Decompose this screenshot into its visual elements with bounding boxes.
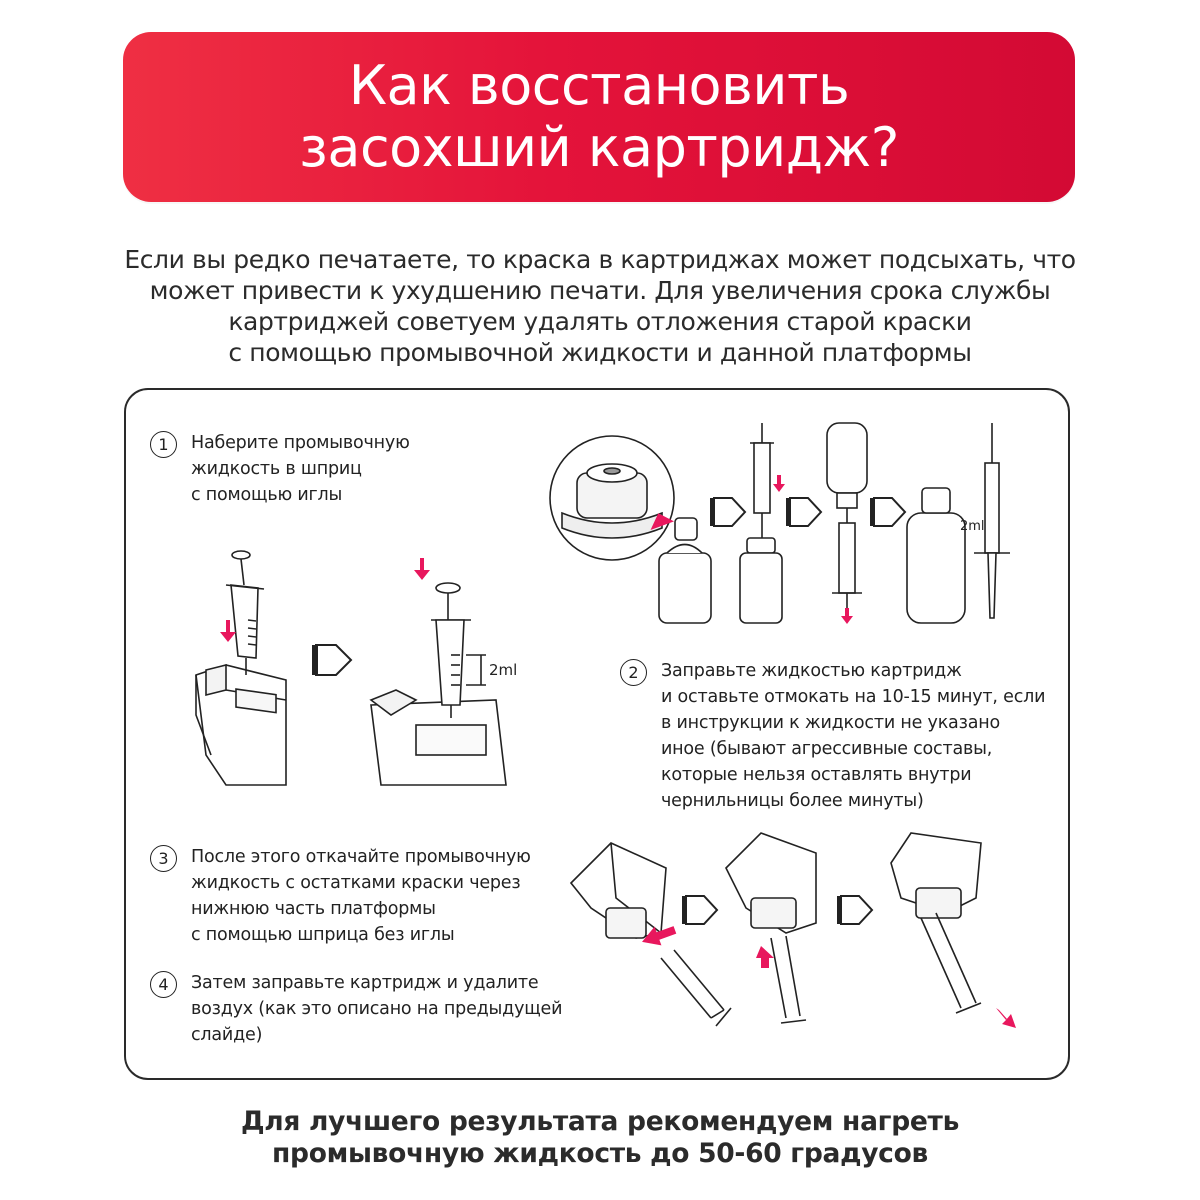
step-line: Наберите промывочную <box>191 433 410 453</box>
step-line: и оставьте отмокать на 10-15 минут, если <box>661 687 1046 707</box>
step-line: с помощью иглы <box>191 485 343 505</box>
title-line-1: Как восстановить <box>348 54 850 117</box>
step-line: чернильницы более минуты) <box>661 791 924 811</box>
intro-line: может привести к ухудшению печати. Для увеличения срока службы <box>149 276 1051 305</box>
title-line-2: засохший картридж? <box>299 116 899 179</box>
down-arrow-icon <box>414 558 430 580</box>
step-line: жидкость с остатками краски через <box>191 873 521 893</box>
step-number: 2 <box>620 659 647 686</box>
step-line: иное (бывают агрессивные составы, <box>661 739 993 759</box>
footer-line: Для лучшего результата рекомендуем нагреть <box>240 1106 960 1137</box>
step-line: воздух (как это описано на предыдущей <box>191 999 563 1019</box>
step3-platform-illustration <box>566 828 1066 1048</box>
step-line: После этого откачайте промывочную <box>191 847 531 867</box>
next-arrow-icon <box>874 498 905 526</box>
step1-cartridge-illustration <box>186 540 566 790</box>
step-text <box>191 844 531 948</box>
step-line: Затем заправьте картридж и удалите <box>191 973 539 993</box>
step-line: жидкость в шприц <box>191 459 362 479</box>
step-line: нижнюю часть платформы <box>191 899 436 919</box>
step-4 <box>150 970 562 1048</box>
step2-bottle-illustration <box>542 418 1062 648</box>
down-arrow-icon <box>773 475 785 492</box>
intro-line: картриджей советуем удалять отложения старой краски <box>228 307 972 336</box>
step-2 <box>620 658 1045 814</box>
volume-label: 2ml <box>489 661 518 679</box>
next-arrow-icon <box>790 498 821 526</box>
step-number: 4 <box>150 971 177 998</box>
next-arrow-icon <box>714 498 745 526</box>
footer-line: промывочную жидкость до 50-60 градусов <box>272 1138 928 1169</box>
intro-text <box>100 244 1100 368</box>
step-text <box>191 430 410 508</box>
step-3 <box>150 844 531 948</box>
title-banner <box>123 32 1075 202</box>
step-text <box>191 970 562 1048</box>
down-arrow-icon <box>841 608 853 624</box>
down-arrow-icon <box>996 1008 1016 1028</box>
step-line: в инструкции к жидкости не указано <box>661 713 1000 733</box>
volume-label: 2ml <box>960 519 985 534</box>
next-arrow-icon <box>686 896 717 924</box>
intro-line: Если вы редко печатаете, то краска в картриджах может подсыхать, что <box>124 245 1076 274</box>
step-line: слайде) <box>191 1025 263 1045</box>
step-text <box>661 658 1045 814</box>
step-number: 1 <box>150 431 177 458</box>
step-line: с помощью шприца без иглы <box>191 925 455 945</box>
step-1 <box>150 430 410 508</box>
footer-note <box>100 1106 1100 1170</box>
step-number: 3 <box>150 845 177 872</box>
step-line: Заправьте жидкостью картридж <box>661 661 962 681</box>
next-arrow-icon <box>841 896 872 924</box>
step-line: которые нельзя оставлять внутри <box>661 765 972 785</box>
next-arrow-icon <box>316 645 351 675</box>
intro-line: с помощью промывочной жидкости и данной платформы <box>228 338 972 367</box>
up-arrow-icon <box>756 946 774 968</box>
instruction-card <box>124 388 1070 1080</box>
down-arrow-icon <box>220 620 236 642</box>
